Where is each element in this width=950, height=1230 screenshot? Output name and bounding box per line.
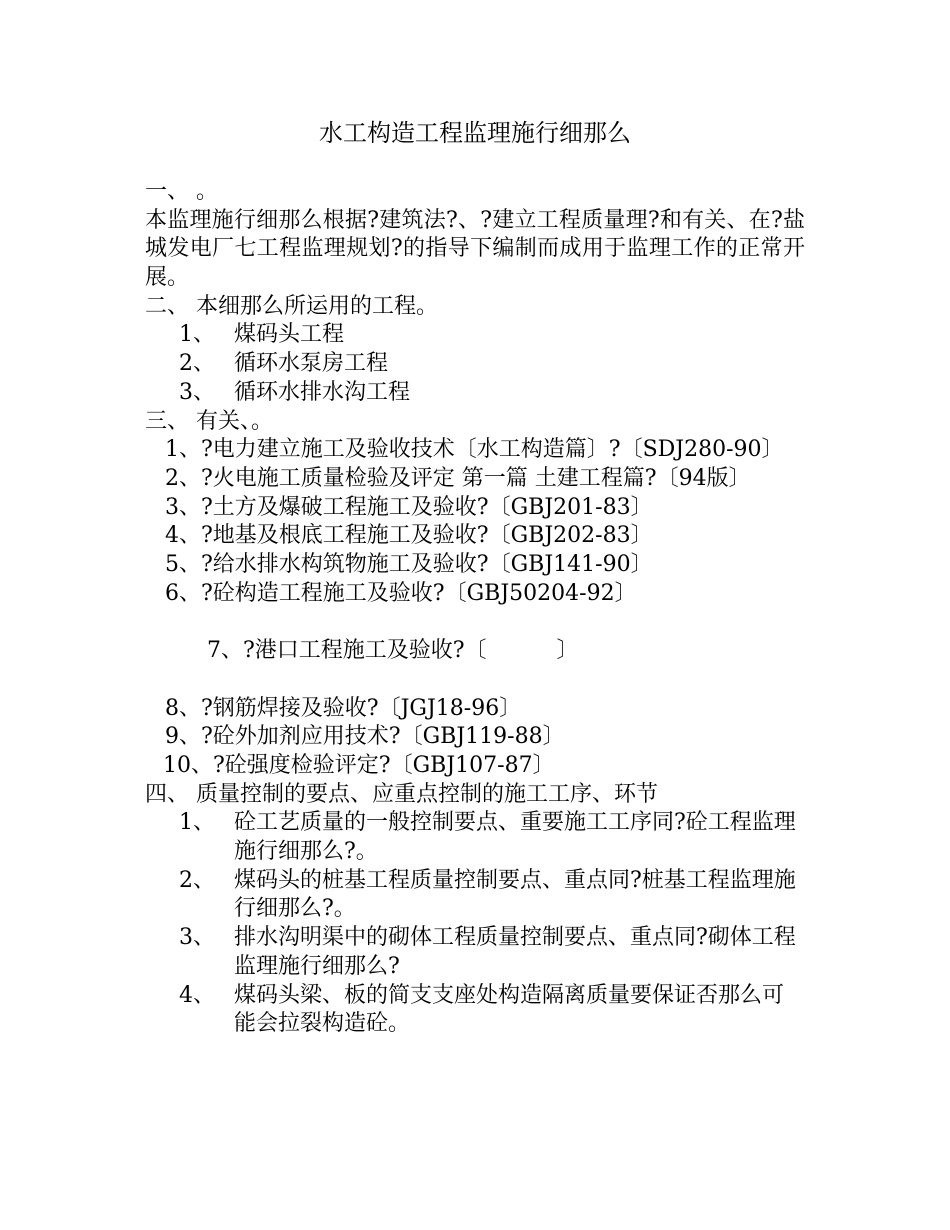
- reference-number: 10、: [163, 752, 213, 778]
- list-item: [145, 379, 805, 408]
- list-item-text: 排水沟明渠中的砌体工程质量控制要点、重点同?砌体工程监理施行细那么?: [234, 925, 796, 979]
- list-item-text: 煤码头的桩基工程质量控制要点、重点同?桩基工程监理施行细那么?。: [234, 867, 796, 922]
- reference-text: ?火电施工质量检验及评定 第一篇 土建工程篇?〔94版〕: [201, 465, 751, 491]
- reference-item: [145, 608, 805, 694]
- reference-item: [145, 494, 805, 523]
- list-item-number: 2、: [179, 867, 215, 893]
- list-item-number: 4、: [179, 982, 215, 1008]
- reference-item: [145, 580, 805, 609]
- reference-number: 4、: [165, 523, 201, 549]
- reference-text: ?电力建立施工及验收技术〔水工构造篇〕?〔SDJ280-90〕: [201, 437, 784, 463]
- reference-number: 8、: [165, 695, 201, 721]
- section-heading-3: 三、 有关、。: [145, 408, 273, 434]
- reference-item: [145, 465, 805, 494]
- list-item-number: 3、: [179, 379, 215, 405]
- list-item-number: 2、: [179, 351, 215, 377]
- reference-text: ?钢筋焊接及验收?〔JGJ18-96〕: [201, 695, 522, 721]
- reference-number: 2、: [165, 465, 201, 491]
- section-heading-1: 一、 。: [145, 179, 218, 204]
- reference-text: ?港口工程施工及验收?〔 〕: [242, 638, 579, 664]
- list-item-text: 砼工艺质量的一般控制要点、重要施工工序同?砼工程监理施行细那么?。: [234, 810, 796, 865]
- list-item: [145, 350, 805, 379]
- section-heading-4: 四、 质量控制的要点、应重点控制的施工工序、环节: [145, 781, 658, 807]
- list-item-text: 煤码头梁、板的简支支座处构造隔离质量要保证否那么可能会拉裂构造砼。: [234, 982, 785, 1037]
- list-item-number: 3、: [179, 925, 215, 951]
- reference-text: ?土方及爆破工程施工及验收?〔GBJ201-83〕: [201, 494, 653, 520]
- list-item: [145, 924, 805, 981]
- reference-text: ?砼构造工程施工及验收?〔GBJ50204-92〕: [201, 580, 637, 606]
- reference-number: 5、: [165, 552, 201, 578]
- list-item: [145, 867, 805, 924]
- list-item: [145, 809, 805, 866]
- list-item-text: 循环水排水沟工程: [234, 379, 411, 405]
- intro-paragraph: 本监理施行细那么根据?建筑法?、?建立工程质量理?和有关、在?盐城发电厂七工程监理规划?的指导下编制而成用于监理工作的正常开展。: [145, 207, 805, 291]
- reference-text: ?砼外加剂应用技术?〔GBJ119-88〕: [201, 724, 565, 750]
- reference-item: [145, 436, 805, 465]
- reference-item: [145, 551, 805, 580]
- reference-text: ?给水排水构筑物施工及验收?〔GBJ141-90〕: [201, 552, 653, 578]
- reference-number: 1、: [165, 437, 201, 463]
- reference-number: 3、: [165, 494, 201, 520]
- list-item: [145, 321, 805, 350]
- document-body: [145, 178, 805, 1039]
- reference-text: ?砼强度检验评定?〔GBJ107-87〕: [213, 752, 555, 778]
- section-heading-2: 二、 本细那么所运用的工程。: [145, 293, 438, 319]
- reference-number: 9、: [165, 724, 201, 750]
- reference-item: [145, 522, 805, 551]
- reference-item: [145, 723, 805, 752]
- reference-number: 6、: [165, 580, 201, 606]
- list-item-text: 循环水泵房工程: [234, 351, 389, 377]
- list-item-text: 煤码头工程: [234, 322, 345, 348]
- document-title: 水工构造工程监理施行细那么: [319, 119, 631, 147]
- reference-text: ?地基及根底工程施工及验收?〔GBJ202-83〕: [201, 523, 653, 549]
- list-item: [145, 982, 805, 1039]
- list-item-number: 1、: [179, 322, 215, 348]
- list-item-number: 1、: [179, 810, 215, 836]
- reference-item: [145, 695, 805, 724]
- reference-item: [145, 752, 805, 781]
- reference-number: 7、: [206, 638, 243, 664]
